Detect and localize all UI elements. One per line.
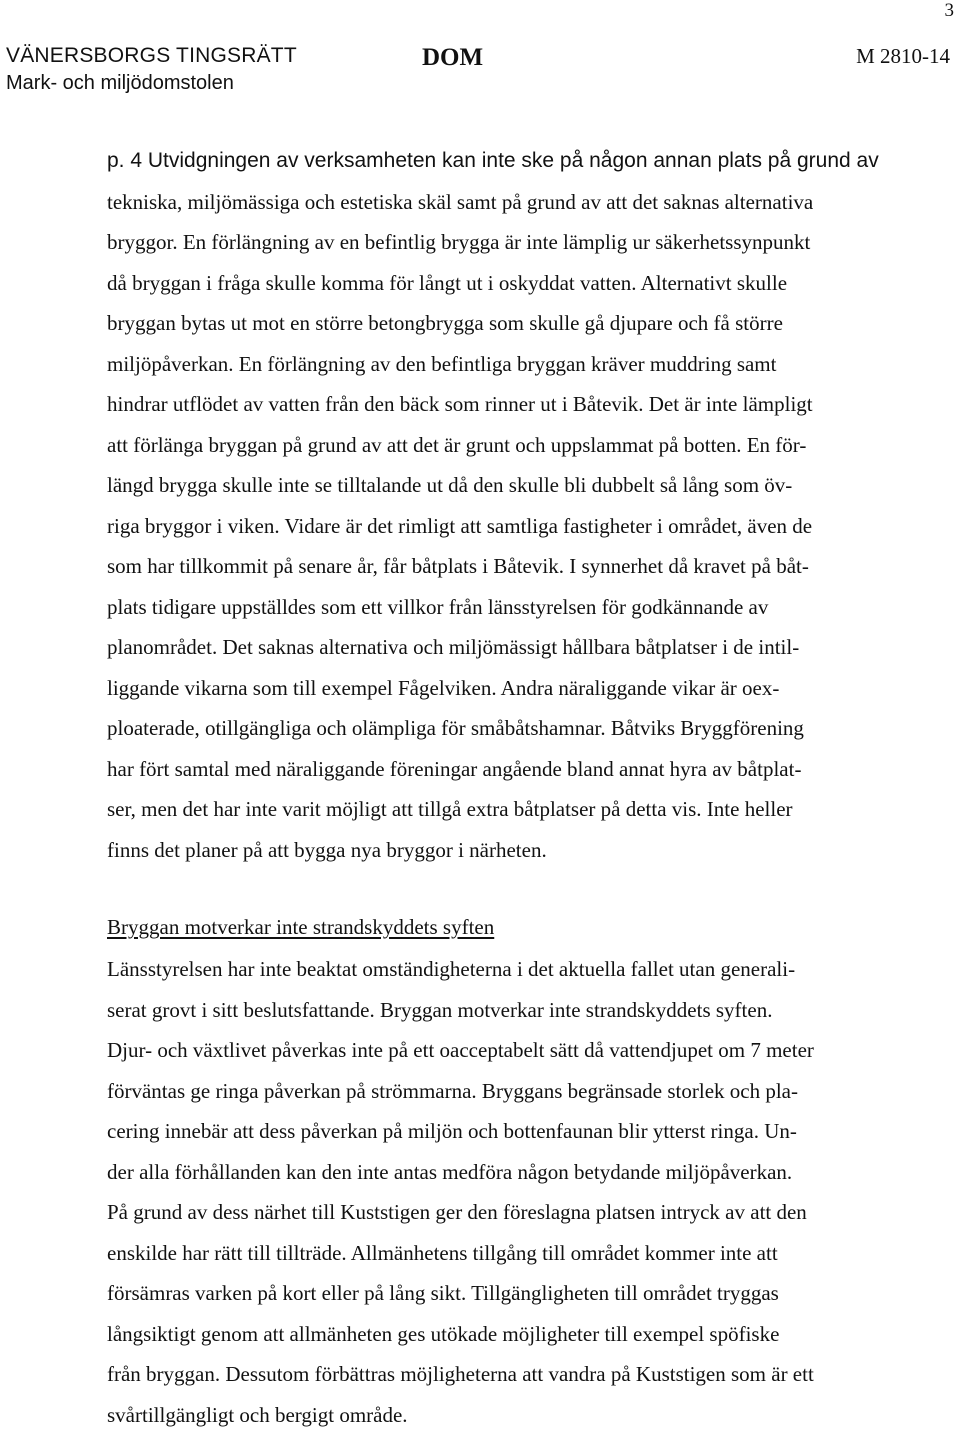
case-number: M 2810-14	[856, 44, 950, 68]
paragraph-1	[107, 141, 897, 870]
paragraph-line: riga bryggor i viken. Vidare är det rimligt att samtliga fastigheter i området, även de	[107, 506, 897, 547]
paragraph-line: längd brygga skulle inte se tilltalande ut då den skulle bli dubbelt så lång som öv-	[107, 465, 897, 506]
paragraph-line: då bryggan i fråga skulle komma för långt ut i oskyddat vatten. Alternativt skulle	[107, 263, 897, 304]
paragraph-line: p. 4 Utvidgningen av verksamheten kan inte ske på någon annan plats på grund av	[107, 141, 897, 182]
paragraph-line: förväntas ge ringa påverkan på strömmarna. Bryggans begränsade storlek och pla-	[107, 1071, 897, 1112]
document-header	[6, 44, 950, 96]
paragraph-line: finns det planer på att bygga nya bryggor i närheten.	[107, 830, 897, 871]
paragraph-line: bryggan bytas ut mot en större betongbrygga som skulle gå djupare och få större	[107, 303, 897, 344]
paragraph-line: plats tidigare uppställdes som ett villkor från länsstyrelsen för godkännande av	[107, 587, 897, 628]
paragraph-line: Länsstyrelsen har inte beaktat omständigheterna i det aktuella fallet utan generali-	[107, 949, 897, 990]
paragraph-line: försämras varken på kort eller på lång sikt. Tillgängligheten till området tryggas	[107, 1273, 897, 1314]
paragraph-line: svårtillgängligt och bergigt område.	[107, 1395, 897, 1435]
paragraph-line: bryggor. En förlängning av en befintlig brygga är inte lämplig ur säkerhetssynpunkt	[107, 222, 897, 263]
paragraph-line: enskilde har rätt till tillträde. Allmänhetens tillgång till området kommer inte att	[107, 1233, 897, 1274]
paragraph-line: liggande vikarna som till exempel Fågelviken. Andra näraliggande vikar är oex-	[107, 668, 897, 709]
paragraph-line: planområdet. Det saknas alternativa och miljömässigt hållbara båtplatser i de intil-	[107, 627, 897, 668]
paragraph-line: att förlänga bryggan på grund av att det är grunt och uppslammat på botten. En för-	[107, 425, 897, 466]
paragraph-line: Djur- och växtlivet påverkas inte på ett oacceptabelt sätt då vattendjupet om 7 meter	[107, 1030, 897, 1071]
paragraph-line: hindrar utflödet av vatten från den bäck som rinner ut i Båtevik. Det är inte lämpligt	[107, 384, 897, 425]
paragraph-line: ser, men det har inte varit möjligt att tillgå extra båtplatser på detta vis. Inte heller	[107, 789, 897, 830]
paragraph-line: ploaterade, otillgängliga och olämpliga för småbåtshamnar. Båtviks Bryggförening	[107, 708, 897, 749]
section-heading: Bryggan motverkar inte strandskyddets syften	[107, 911, 494, 943]
paragraph-line: serat grovt i sitt beslutsfattande. Bryggan motverkar inte strandskyddets syften.	[107, 990, 897, 1031]
paragraph-line: På grund av dess närhet till Kuststigen ger den föreslagna platsen intryck av att den	[107, 1192, 897, 1233]
paragraph-line: tekniska, miljömässiga och estetiska skäl samt på grund av att det saknas alternativa	[107, 182, 897, 223]
paragraph-2	[107, 949, 897, 1435]
paragraph-line: der alla förhållanden kan den inte antas medföra någon betydande miljöpåverkan.	[107, 1152, 897, 1193]
court-name: VÄNERSBORGS TINGSRÄTT	[6, 44, 297, 68]
paragraph-line: som har tillkommit på senare år, får båtplats i Båtevik. I synnerhet då kravet på båt-	[107, 546, 897, 587]
paragraph-line: har fört samtal med näraliggande föreningar angående bland annat hyra av båtplat-	[107, 749, 897, 790]
paragraph-line: miljöpåverkan. En förlängning av den befintliga bryggan kräver muddring samt	[107, 344, 897, 385]
paragraph-line: långsiktigt genom att allmänheten ges utökade möjligheter till exempel spöfiske	[107, 1314, 897, 1355]
document-type: DOM	[422, 44, 483, 72]
page-number: 3	[945, 0, 955, 22]
paragraph-line: från bryggan. Dessutom förbättras möjligheterna att vandra på Kuststigen som är ett	[107, 1354, 897, 1395]
paragraph-line: cering innebär att dess påverkan på miljön och bottenfaunan blir ytterst ringa. Un-	[107, 1111, 897, 1152]
court-department: Mark- och miljödomstolen	[6, 71, 234, 95]
